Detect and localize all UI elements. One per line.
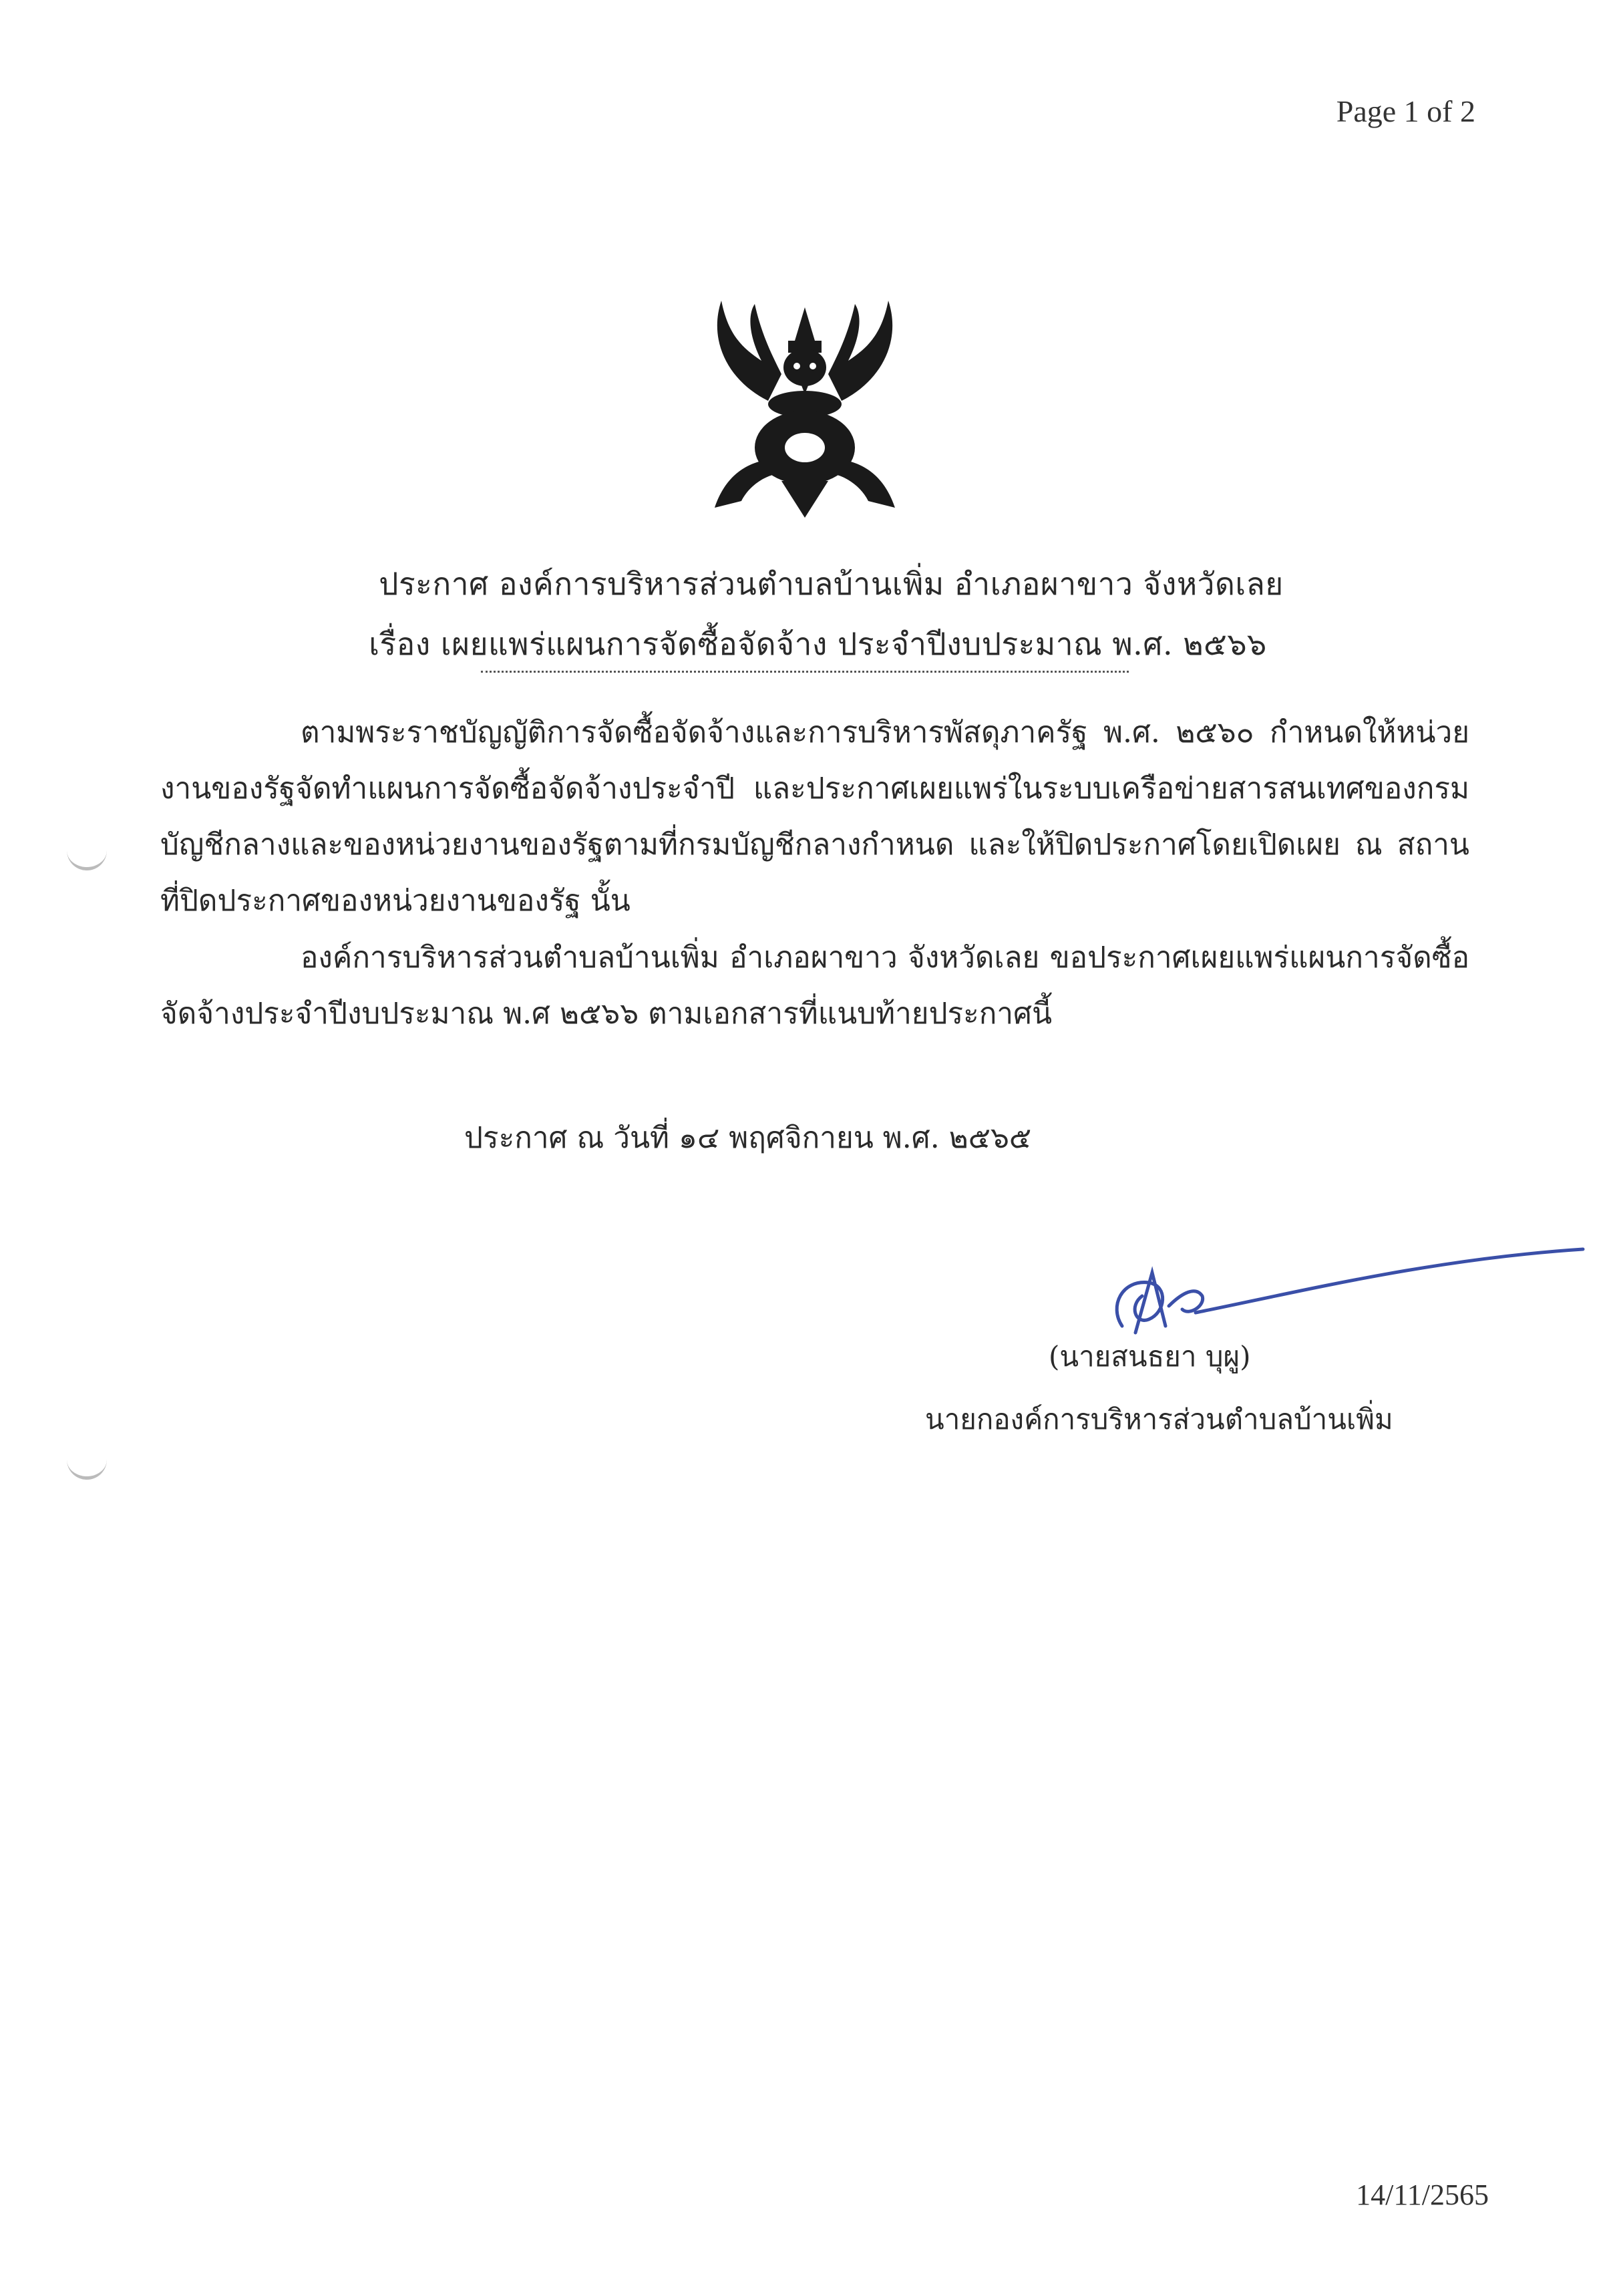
punch-hole-mark: [67, 1456, 107, 1480]
punch-hole-mark: [67, 847, 107, 870]
announcement-subject: เรื่อง เผยแพร่แผนการจัดซื้อจัดจ้าง ประจำปีงบประมาณ พ.ศ. ๒๕๖๖: [369, 626, 1267, 662]
garuda-emblem-icon: [688, 294, 922, 521]
signer-name: (นายสนธยา บุผู): [1049, 1340, 1251, 1373]
announcement-title: ประกาศ องค์การบริหารส่วนตำบลบ้านเพิ่ม อำเภอผาขาว จังหวัดเลย: [379, 566, 1284, 602]
announcement-date: ประกาศ ณ วันที่ ๑๔ พฤศจิกายน พ.ศ. ๒๕๖๕: [464, 1121, 1032, 1155]
body-paragraph-1: ตามพระราชบัญญัติการจัดซื้อจัดจ้างและการบริหารพัสดุภาครัฐ พ.ศ. ๒๕๖๐ กำหนดให้หน่วยงานของรัฐจัดทำแผนการจัดซื้อจัดจ้างประจำปี และประกาศเผยแพร่ในระบบเครือข่ายสารสนเทศของกรมบัญชีกลางและของหน่วยงานของรัฐตามที่กรมบัญชีกลางกำหนด และให้ปิดประกาศโดยเปิดเผย ณ สถานที่ปิดประกาศของหน่วยงานของรัฐ นั้น: [160, 715, 1469, 918]
footer-date: 14/11/2565: [1356, 2178, 1489, 2211]
signer-position: นายกองค์การบริหารส่วนตำบลบ้านเพิ่ม: [925, 1403, 1393, 1436]
body-paragraph-2: องค์การบริหารส่วนตำบลบ้านเพิ่ม อำเภอผาขาว จังหวัดเลย ขอประกาศเผยแพร่แผนการจัดซื้อจัดจ้างประจำปีงบประมาณ พ.ศ ๒๕๖๖ ตามเอกสารที่แนบท้ายประกาศนี้: [160, 941, 1469, 1031]
dotted-divider: [481, 671, 1129, 673]
page-number: Page 1 of 2: [1336, 94, 1475, 128]
